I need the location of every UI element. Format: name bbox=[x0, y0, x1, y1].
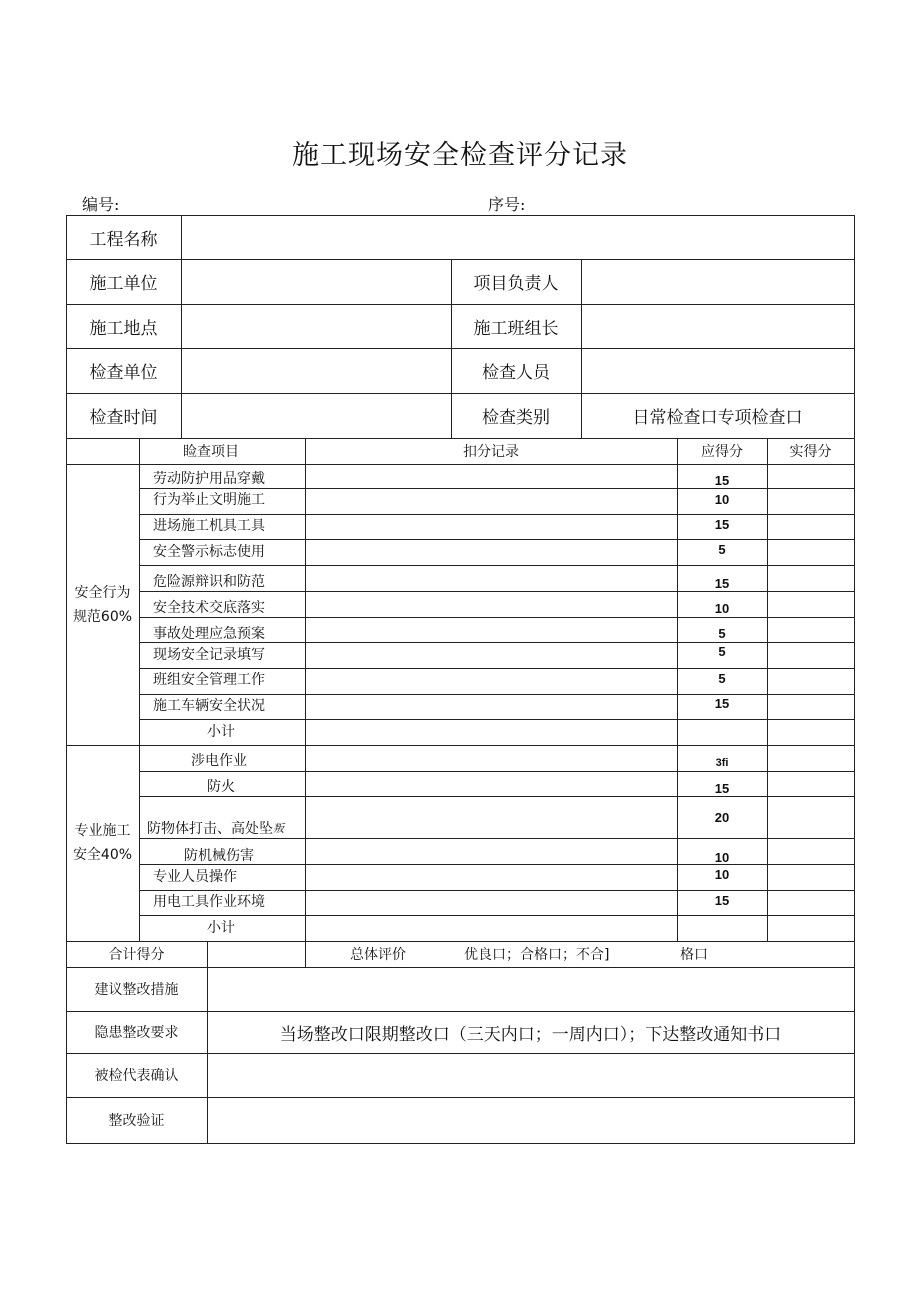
overall-eval-label: 总体评价 bbox=[350, 947, 406, 963]
construction-unit-field[interactable] bbox=[181, 259, 451, 304]
project-name-field[interactable] bbox=[181, 215, 854, 259]
representative-confirm-label: 被检代表确认 bbox=[94, 1068, 179, 1084]
rectify-verify-field[interactable] bbox=[207, 1097, 854, 1143]
team-leader-label: 施工班组长 bbox=[473, 318, 559, 339]
item-name: 危险源辩识和防范 bbox=[153, 574, 265, 590]
inspect-time-label: 检查时间 bbox=[89, 408, 158, 428]
item-name: 防机械伤害 bbox=[184, 848, 254, 864]
item-due-score: 10 bbox=[714, 491, 730, 507]
item-name: 涉电作业 bbox=[191, 753, 247, 769]
item-name: 班组安全管理工作 bbox=[153, 672, 265, 688]
rectify-requirement-label: 隐患整改要求 bbox=[94, 1025, 179, 1041]
table-rule bbox=[139, 438, 140, 941]
total-score-label: 合计得分 bbox=[108, 947, 165, 963]
item-name: 安全技术交底落实 bbox=[153, 600, 265, 616]
subtotal-label: 小计 bbox=[207, 724, 235, 740]
item-due-score: 10 bbox=[714, 600, 730, 616]
item-name: 专业人员操作 bbox=[153, 869, 237, 885]
page-title: 施工现场安全检查评分记录 bbox=[292, 140, 628, 171]
item-name: 防火 bbox=[207, 779, 235, 795]
overall-eval-options[interactable]: 优良口；合格口；不合] bbox=[464, 947, 610, 963]
overall-eval-tail: 格口 bbox=[680, 947, 708, 963]
item-name: 用电工具作业环境 bbox=[153, 894, 265, 910]
item-due-score: 10 bbox=[714, 849, 730, 865]
item-due-score: 3fi bbox=[715, 757, 729, 769]
inspect-unit-label: 检查单位 bbox=[89, 363, 158, 383]
item-name: 事故处理应急预案 bbox=[153, 626, 265, 642]
item-due-score: 15 bbox=[714, 575, 730, 591]
item-due-score: 15 bbox=[714, 892, 730, 908]
project-leader-label: 项目负责人 bbox=[473, 274, 559, 294]
item-name-tail: 叛 bbox=[273, 822, 284, 835]
table-rule bbox=[305, 438, 306, 967]
item-name: 劳动防护用品穿戴 bbox=[153, 471, 265, 487]
table-rule bbox=[854, 215, 855, 1143]
col-due-score-header: 应得分 bbox=[701, 444, 743, 460]
rectify-requirement-options[interactable]: 当场整改口限期整改口（三天内口；一周内口）；下达整改通知书口 bbox=[279, 1024, 782, 1045]
suggest-measures-label: 建议整改措施 bbox=[94, 982, 179, 998]
col-actual-score-header: 实得分 bbox=[789, 444, 832, 460]
table-rule bbox=[66, 464, 855, 465]
total-score-field[interactable] bbox=[207, 941, 305, 967]
group-safety-behavior-label: 安全行为规范60% bbox=[72, 584, 133, 625]
item-due-score: 5 bbox=[718, 670, 726, 686]
item-due-score: 15 bbox=[714, 472, 730, 488]
group-professional-safety-label: 专业施工安全40% bbox=[72, 823, 133, 863]
inspector-label: 检查人员 bbox=[482, 363, 550, 383]
inspect-type-options[interactable]: 日常检查口专项检查口 bbox=[632, 408, 803, 428]
sequence-number-label: 序号: bbox=[488, 195, 526, 214]
table-rule bbox=[767, 438, 768, 941]
item-due-score: 15 bbox=[714, 516, 730, 532]
inspect-type-label: 检查类别 bbox=[482, 408, 550, 428]
serial-number-label: 编号: bbox=[82, 195, 120, 214]
construction-unit-label: 施工单位 bbox=[89, 274, 158, 294]
item-name: 现场安全记录填写 bbox=[153, 647, 265, 663]
inspector-field[interactable] bbox=[581, 348, 854, 393]
col-item-header: 睑查项目 bbox=[183, 444, 239, 460]
item-name: 施工车辆安全状况 bbox=[153, 698, 265, 714]
item-due-score: 5 bbox=[718, 625, 726, 641]
inspect-time-field[interactable] bbox=[181, 393, 451, 438]
item-due-score: 5 bbox=[718, 643, 726, 659]
item-due-score: 10 bbox=[714, 866, 730, 882]
team-leader-field[interactable] bbox=[581, 304, 854, 348]
site-label: 施工地点 bbox=[89, 318, 158, 339]
item-due-score: 20 bbox=[714, 809, 730, 825]
inspect-unit-field[interactable] bbox=[181, 348, 451, 393]
project-name-label: 工程名称 bbox=[89, 229, 158, 250]
suggest-measures-field[interactable] bbox=[207, 967, 854, 1011]
table-rule bbox=[66, 1143, 855, 1144]
table-rule bbox=[66, 745, 855, 746]
item-name: 行为举止文明施工 bbox=[153, 492, 265, 508]
representative-confirm-field[interactable] bbox=[207, 1053, 854, 1097]
subtotal-label: 小计 bbox=[207, 920, 235, 936]
project-leader-field[interactable] bbox=[581, 259, 854, 304]
col-deduction-header: 扣分记录 bbox=[463, 444, 519, 460]
item-name: 进场施工机具工具 bbox=[153, 518, 265, 534]
item-due-score: 5 bbox=[718, 541, 726, 557]
item-name: 防物体打击、高处坠 叛 bbox=[147, 821, 284, 837]
item-due-score: 15 bbox=[714, 695, 730, 711]
table-rule bbox=[139, 565, 855, 566]
item-name: 安全警示标志使用 bbox=[153, 544, 265, 560]
site-field[interactable] bbox=[181, 304, 451, 348]
item-due-score: 15 bbox=[714, 780, 730, 796]
rectify-verify-label: 整改验证 bbox=[108, 1113, 165, 1129]
